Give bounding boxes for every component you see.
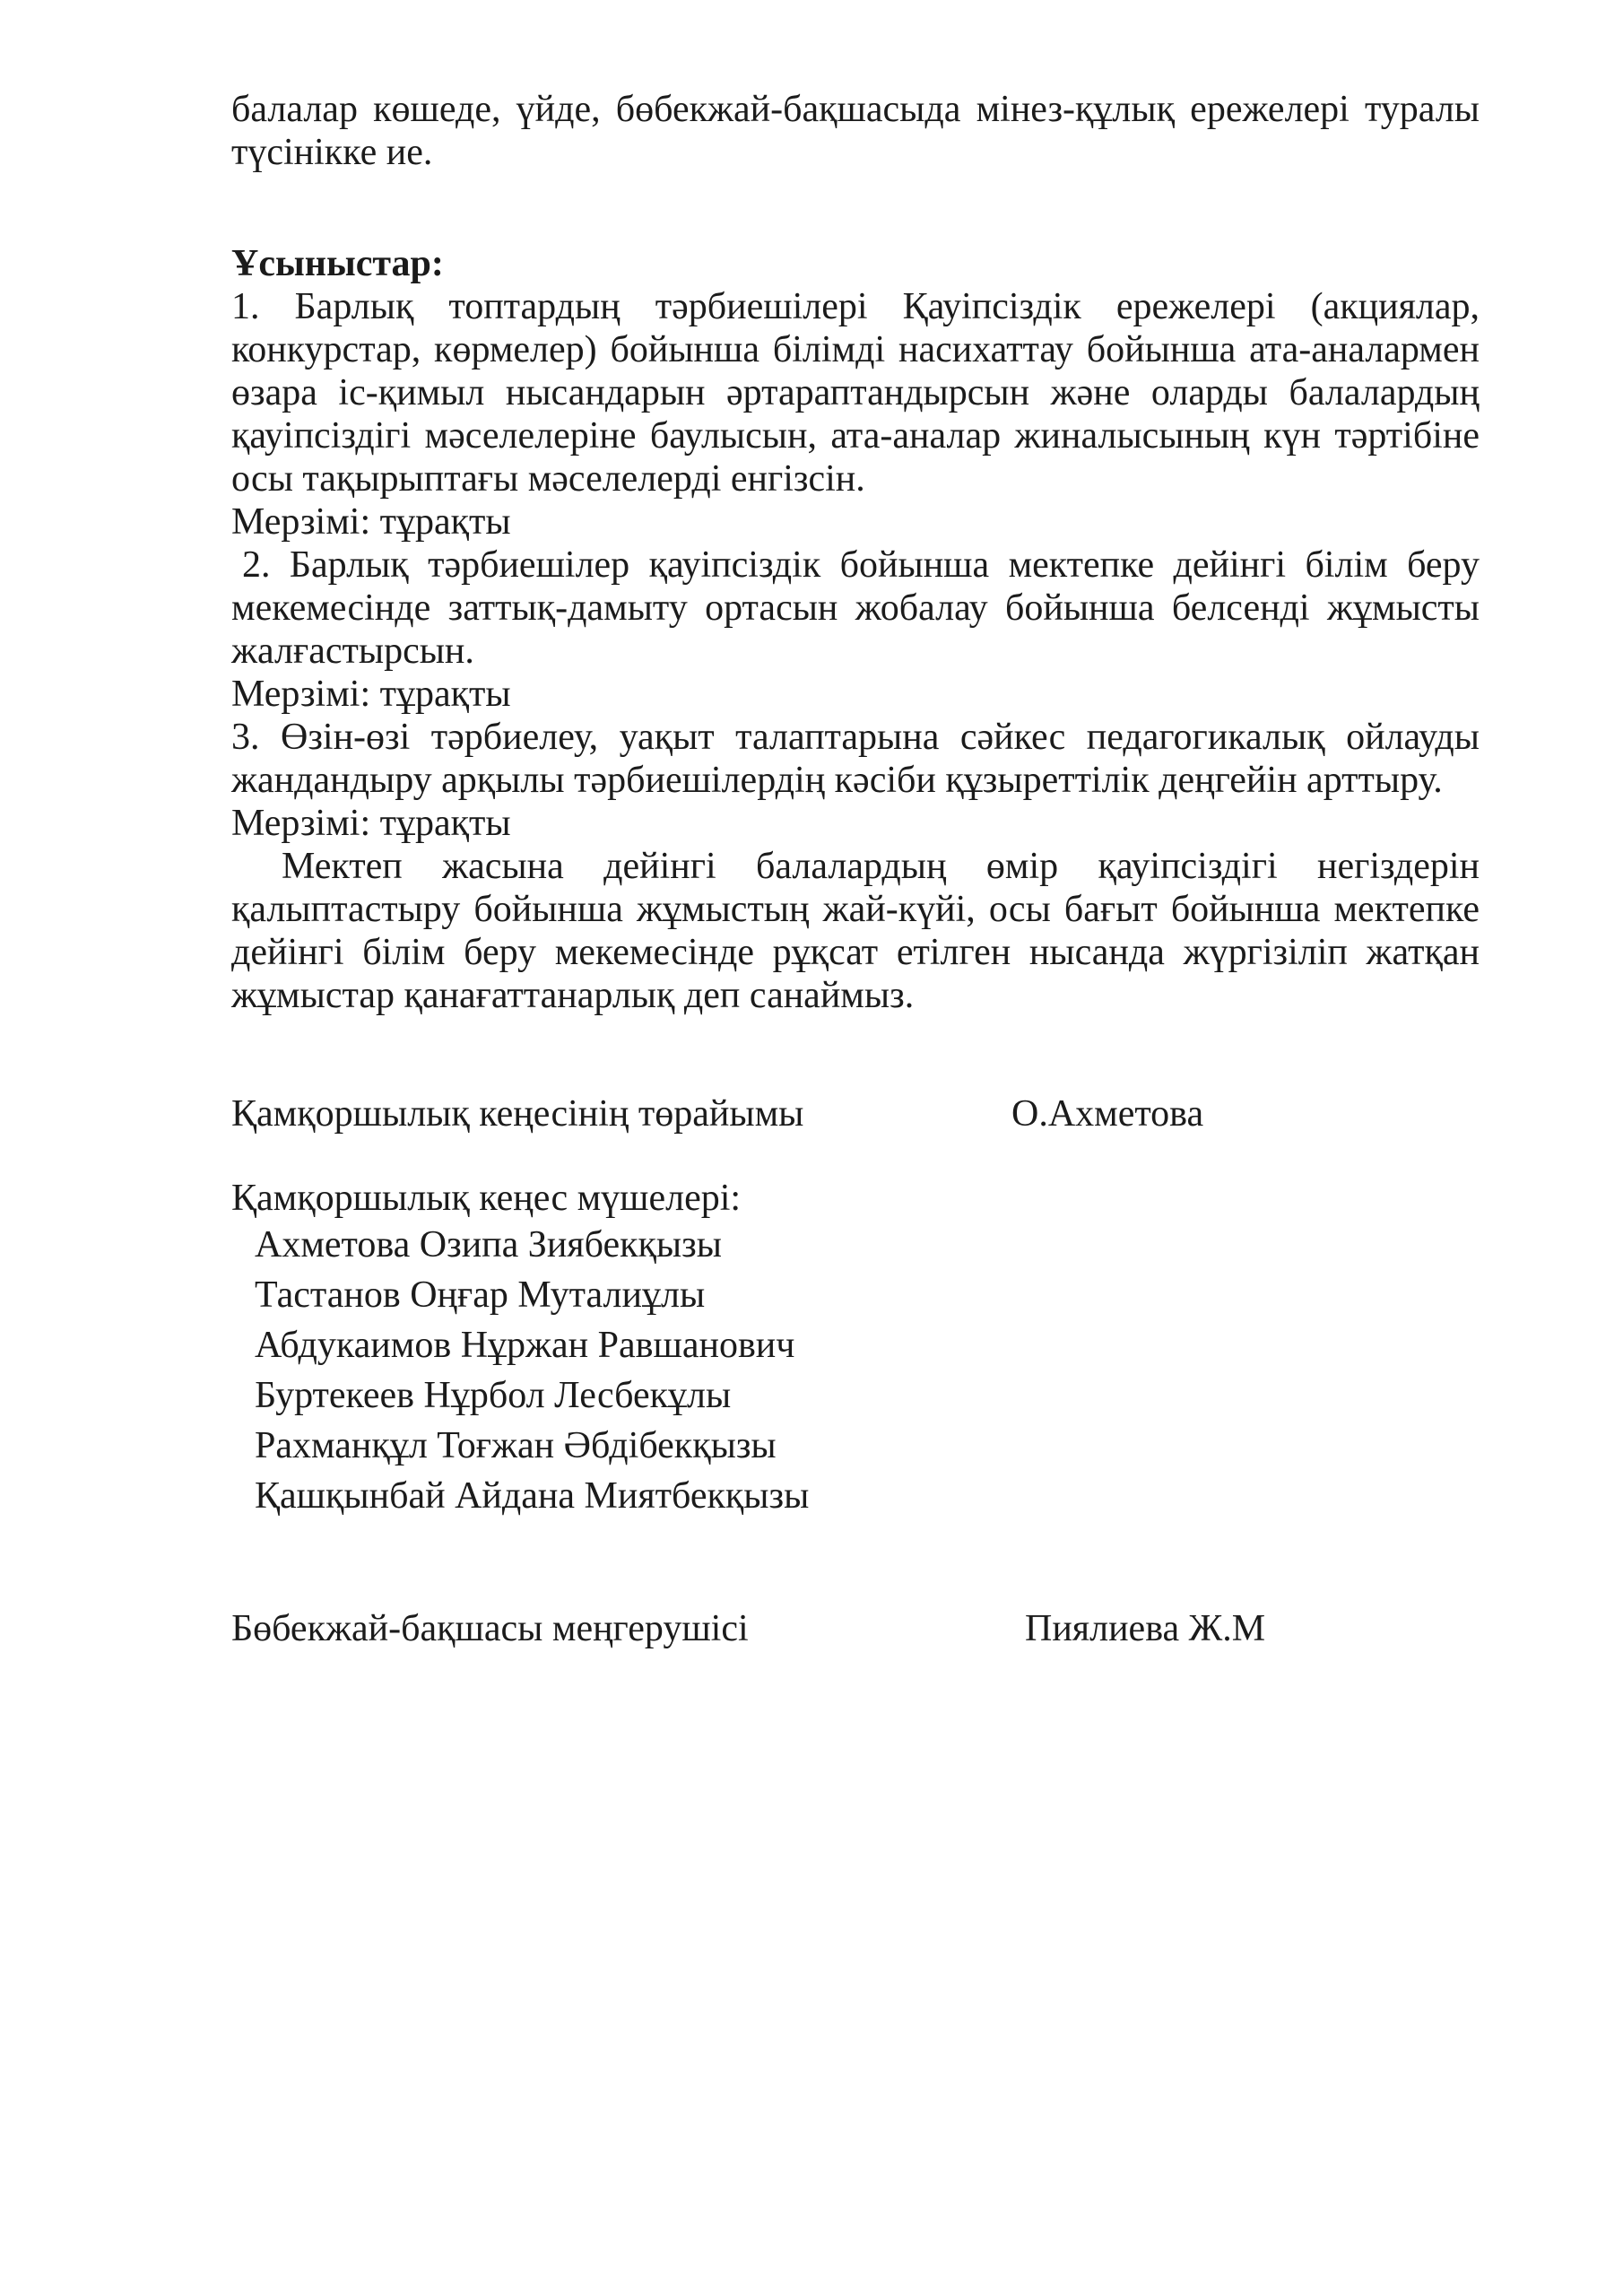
signature-name-chairwoman: О.Ахметова: [1011, 1093, 1204, 1135]
recommendation-item-2: 2. Барлық тәрбиешілер қауіпсіздік бойынша мектепке дейінгі білім беру мекемесінде заттық-дамыту ортасын жобалау бойынша белсенді жұмысты жалғастырсын.: [231, 544, 1480, 672]
recommendation-item-3: 3. Өзін-өзі тәрбиелеу, уақыт талаптарына сәйкес педагогикалық ойлауды жандандыру арқылы тәрбиешілердің кәсіби құзыреттілік деңгейін арттыру.: [231, 717, 1480, 801]
signature-row-head: [231, 1607, 1480, 1650]
member-item: Қашқынбай Айдана Миятбекқызы: [255, 1475, 810, 1517]
term-line-1: Мерзімі: тұрақты: [231, 501, 511, 543]
term-line-2: Мерзімі: тұрақты: [231, 674, 511, 715]
member-item: Тастанов Оңғар Муталиұлы: [255, 1274, 706, 1316]
term-line-3: Мерзімі: тұрақты: [231, 803, 511, 844]
signature-row-chairwoman: [231, 1092, 1480, 1135]
recommendations-heading: Ұсыныстар:: [231, 243, 444, 284]
signature-role-head: Бөбекжай-бақшасы меңгерушісі: [231, 1608, 749, 1649]
members-list: [231, 1220, 1480, 1521]
signature-role-chairwoman: Қамқоршылық кеңесінің төрайымы: [231, 1093, 804, 1135]
signature-name-head: Пиялиева Ж.М: [1025, 1608, 1266, 1649]
intro-paragraph: балалар көшеде, үйде, бөбекжай-бақшасыда мінез-құлық ережелері туралы түсінікке ие.: [231, 89, 1480, 173]
member-item: Буртекеев Нұрбол Лесбекұлы: [255, 1375, 732, 1416]
member-item: Ахметова Озипа Зиябекқызы: [255, 1224, 722, 1265]
recommendation-item-1: 1. Барлық топтардың тәрбиешілері Қауіпсіздік ережелері (акциялар, конкурстар, көрмелер) бойынша білімді насихаттау бойынша ата-аналармен өзара іс-қимыл нысандарын әртараптандырсын және оларды балалардың қауіпсіздігі мәселелеріне баулысын, ата-аналар жиналысының күн тәртібіне осы тақырыптағы мәселелерді енгізсін.: [231, 286, 1480, 500]
conclusion-paragraph: Мектеп жасына дейінгі балалардың өмір қауіпсіздігі негіздерін қалыптастыру бойынша жұмыстың жай-күйі, осы бағыт бойынша мектепке дейінгі білім беру мекемесінде рұқсат етілген нысанда жүргізіліп жатқан жұмыстар қанағаттанарлық деп санаймыз.: [231, 846, 1480, 1016]
members-heading: Қамқоршылық кеңес мүшелері:: [231, 1178, 742, 1219]
member-item: Рахманқұл Тоғжан Әбдібекқызы: [255, 1425, 777, 1466]
member-item: Абдукаимов Нұржан Равшанович: [255, 1325, 795, 1366]
